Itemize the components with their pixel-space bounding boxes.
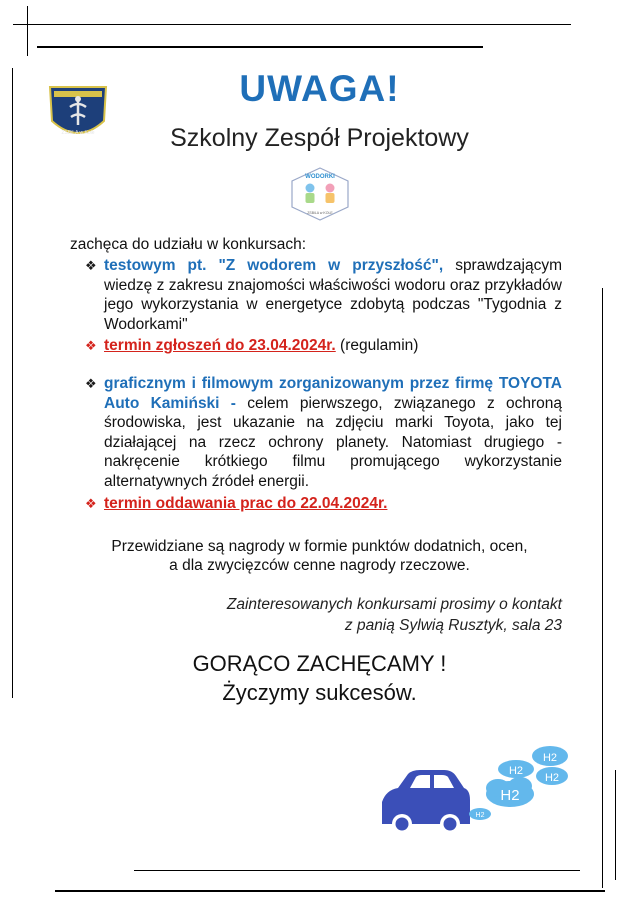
left-rule-top — [27, 6, 28, 56]
left-rule — [12, 68, 13, 698]
contest-1-deadline-row — [85, 336, 562, 356]
diamond-bullet-icon: ❖ — [85, 496, 97, 511]
contest-1-deadline: termin zgłoszeń do 23.04.2024r. — [104, 337, 336, 354]
page-title: UWAGA! — [239, 68, 400, 109]
contest-1 — [85, 256, 562, 334]
subtitle: Szkolny Zespół Projektowy — [170, 124, 469, 152]
intro-text: zachęca do udziału w konkursach: — [70, 236, 307, 253]
right-rule — [602, 288, 603, 888]
h2-cloud-right — [536, 767, 568, 785]
contest-2-lead: graficznym i filmowym zorganizowanym przez firmę TOYOTA Auto Kamiński - — [104, 375, 562, 412]
closing-line-2: Życzymy sukcesów. — [222, 680, 417, 705]
school-logo-text: ZSBiLA w Kole — [61, 130, 95, 136]
top-rule-second — [37, 46, 483, 48]
bottom-rule — [134, 870, 580, 871]
h2-label: H2 — [500, 787, 520, 804]
h2-cloud-medium — [498, 760, 534, 778]
contest-1-lead: testowym pt. "Z wodorem w przyszłość", — [104, 257, 444, 274]
h2-cloud-large — [486, 777, 534, 807]
h2-label: H2 — [542, 752, 558, 764]
right-rule-second — [615, 770, 616, 880]
h2-cloud-small — [469, 808, 491, 820]
diamond-bullet-icon: ❖ — [85, 258, 97, 273]
closing-line-1: GORĄCO ZACHĘCAMY ! — [192, 651, 447, 676]
contact-line-1: Zainteresowanych konkursami prosimy o kontakt — [226, 596, 562, 613]
prizes-line-1: Przewidziane są nagrody w formie punktów dodatnich, ocen, — [111, 538, 528, 555]
h2-label: H2 — [475, 812, 485, 819]
contact-line-2: z panią Sylwią Rusztyk, sala 23 — [344, 617, 562, 634]
car-icon — [382, 770, 470, 834]
contest-1-regulations-link[interactable]: (regulamin) — [335, 337, 419, 354]
project-logo — [289, 166, 351, 222]
project-logo-subtext: ZSBiLA w KOLE — [307, 211, 333, 215]
contest-1-body: sprawdzającym wiedzę z zakresu znajomości właściwości wodoru oraz przykładów jego wykorzystania w energetyce zdobytą podczas "Tygodnia z Wodorkami" — [104, 257, 562, 333]
top-rule — [13, 24, 571, 25]
contest-2-deadline-row — [85, 494, 562, 514]
prizes-line-2: a dla zwycięzców cenne nagrody rzeczowe. — [169, 557, 470, 574]
h2-label: H2 — [544, 772, 560, 784]
project-logo-text: WODORKI — [305, 174, 335, 180]
bottom-rule-second — [55, 890, 605, 892]
contest-2-deadline: termin oddawania prac do 22.04.2024r. — [104, 495, 388, 512]
hydrogen-car-illustration — [378, 742, 578, 842]
contest-2 — [85, 374, 563, 491]
h2-cloud-top — [532, 746, 568, 766]
diamond-bullet-icon: ❖ — [85, 376, 97, 391]
diamond-bullet-icon: ❖ — [85, 338, 97, 353]
contest-2-body: celem pierwszego, związanego z ochroną środowiska, jest ukazanie na zdjęciu marki Toyota, jako tej działającej na rzecz ochrony planety. Natomiast drugiego - nakręcenie krótkiego filmu promującego wykorzystanie alternatywnych źródeł energii. — [104, 394, 563, 490]
h2-label: H2 — [508, 765, 524, 777]
